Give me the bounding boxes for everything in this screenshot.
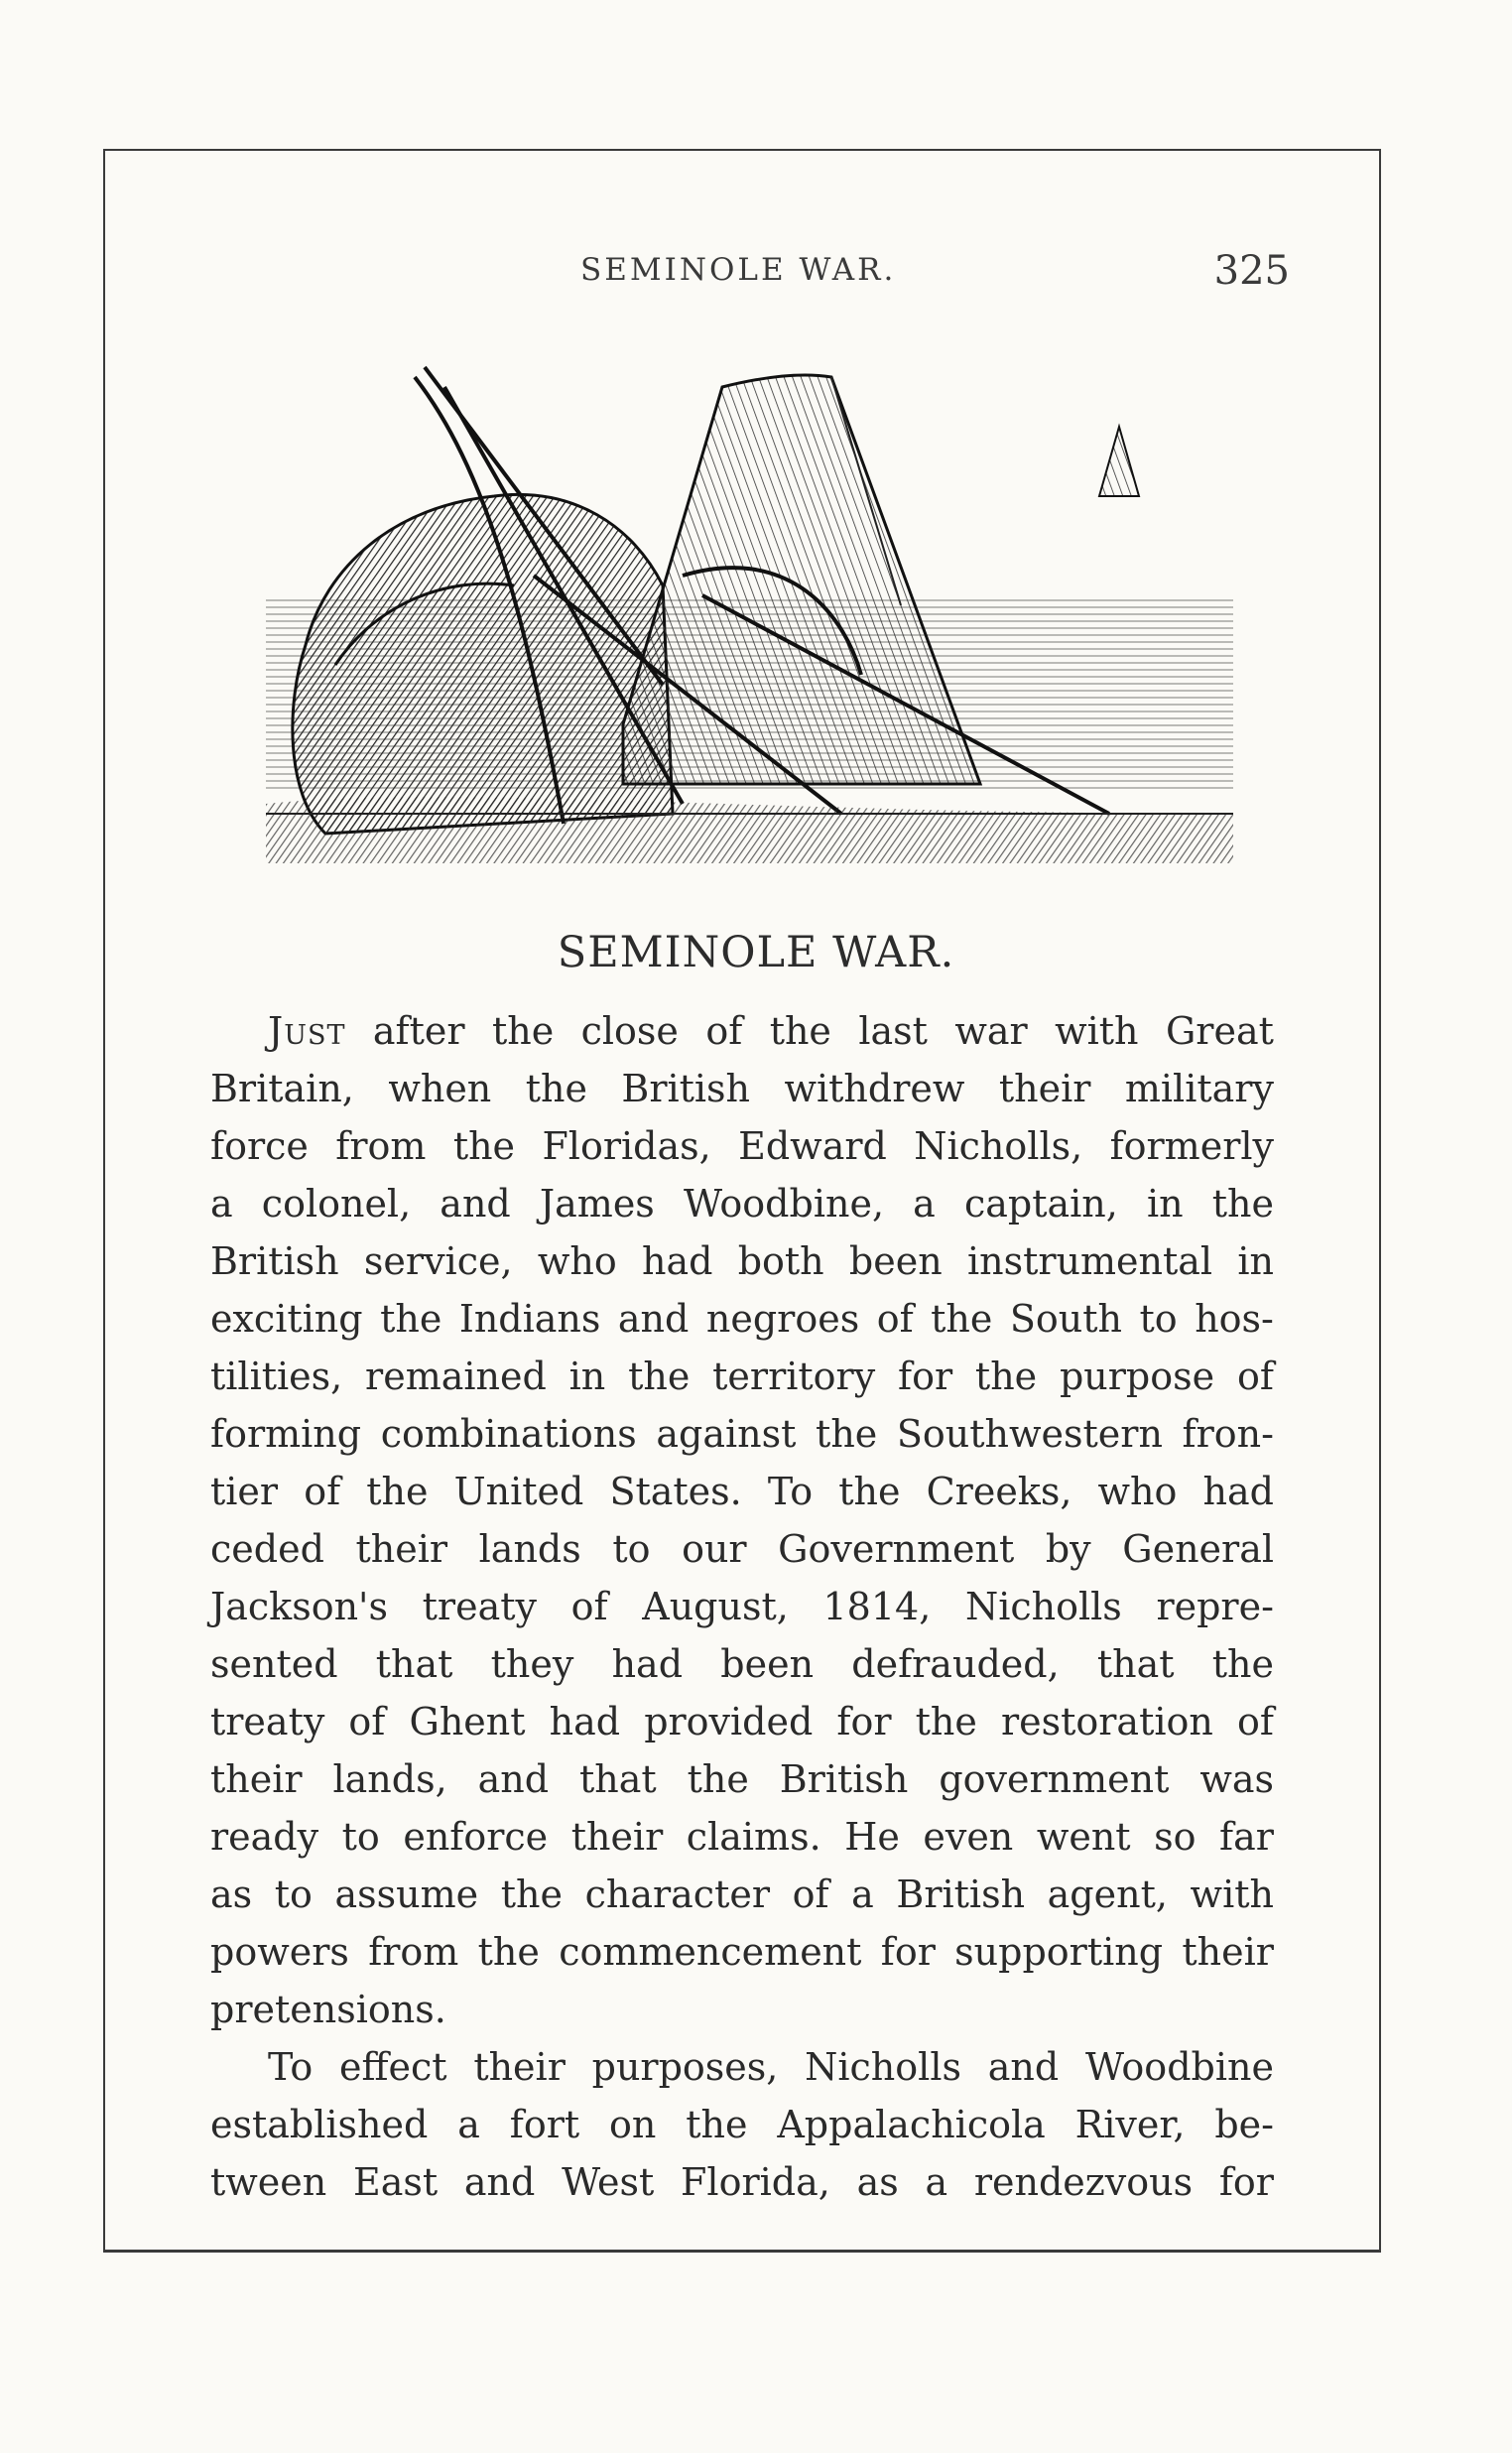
word: been: [848, 1239, 943, 1283]
word: a: [210, 1182, 233, 1226]
word: Nicholls: [805, 2045, 961, 2089]
word: 1814,: [822, 1585, 932, 1628]
text-line: [210, 1290, 1274, 1348]
word: who: [1097, 1470, 1178, 1513]
word: Nicholls: [964, 1585, 1122, 1628]
word: when: [388, 1067, 492, 1110]
text-line: [210, 2038, 1274, 2096]
word: Nicholls,: [914, 1124, 1083, 1168]
word: so: [1154, 1815, 1197, 1859]
word: character: [584, 1872, 771, 1916]
text-line: [210, 1463, 1274, 1520]
word: British: [210, 1239, 339, 1283]
text-line: [210, 1981, 1274, 2038]
word: who: [537, 1239, 617, 1283]
word: rendezvous: [973, 2160, 1194, 2204]
word: their: [473, 2045, 566, 2089]
word: enforce: [403, 1815, 549, 1859]
word: the: [628, 1355, 691, 1398]
word: that: [375, 1642, 453, 1686]
word: ready: [210, 1815, 319, 1859]
word: of: [876, 1297, 914, 1341]
word: instrumental: [966, 1239, 1213, 1283]
word: their: [210, 1757, 303, 1801]
word: a: [925, 2160, 948, 2204]
word: Britain,: [210, 1067, 354, 1110]
word: forming: [210, 1412, 362, 1456]
word: tilities,: [210, 1355, 343, 1398]
word: the: [915, 1700, 977, 1743]
word: they: [490, 1642, 574, 1686]
word: British: [779, 1757, 909, 1801]
word: the: [491, 1009, 555, 1053]
word: war: [954, 1009, 1028, 1053]
text-line: [210, 1635, 1274, 1693]
word: both: [737, 1239, 824, 1283]
word: as: [210, 1872, 253, 1916]
word: restoration: [1000, 1700, 1213, 1743]
word: pretensions.: [210, 1988, 446, 2031]
ground: [266, 797, 1233, 863]
word: Ghent: [409, 1700, 526, 1743]
rock: [293, 494, 673, 834]
word: from: [335, 1124, 427, 1168]
word: a: [457, 2103, 480, 2146]
word: close: [580, 1009, 679, 1053]
word: the: [366, 1470, 429, 1513]
text-line: [210, 1348, 1274, 1405]
word: the: [525, 1067, 587, 1110]
word: with: [1055, 1009, 1139, 1053]
word: agent,: [1047, 1872, 1168, 1916]
word: government: [939, 1757, 1170, 1801]
word: the: [380, 1297, 442, 1341]
word: Jackson's: [210, 1585, 388, 1628]
word: had: [641, 1239, 713, 1283]
word: hos-: [1195, 1297, 1274, 1341]
text-line: [210, 1923, 1274, 1981]
word: Government: [778, 1527, 1015, 1571]
word: the: [452, 1124, 516, 1168]
word: fort: [509, 2103, 580, 2146]
word: assume: [334, 1872, 479, 1916]
word: remained: [365, 1355, 547, 1398]
word: their: [1182, 1930, 1274, 1974]
word: their: [355, 1527, 448, 1571]
word: provided: [644, 1700, 814, 1743]
word: the: [1211, 1642, 1274, 1686]
word: Great: [1165, 1009, 1274, 1053]
word: ceded: [210, 1527, 324, 1571]
word: far: [1219, 1815, 1274, 1859]
word: British: [621, 1067, 751, 1110]
word: established: [210, 2103, 429, 2146]
word: of: [792, 1872, 829, 1916]
word: of: [304, 1470, 341, 1513]
word: General: [1122, 1527, 1274, 1571]
word: the: [931, 1297, 993, 1341]
word: last: [858, 1009, 928, 1053]
word: Creeks,: [926, 1470, 1072, 1513]
distant-tent: [1099, 427, 1139, 496]
word: formerly: [1109, 1124, 1274, 1168]
word: to: [612, 1527, 651, 1571]
word: in: [1146, 1182, 1184, 1226]
text-line: [210, 1002, 1274, 1060]
word: force: [210, 1124, 309, 1168]
word: the: [687, 1757, 749, 1801]
word: Floridas,: [542, 1124, 711, 1168]
word: and: [617, 1297, 690, 1341]
text-line: [210, 1693, 1274, 1750]
word: Southwestern: [896, 1412, 1163, 1456]
word: He: [844, 1815, 900, 1859]
word: to: [1139, 1297, 1178, 1341]
word: treaty: [210, 1700, 325, 1743]
word: service,: [363, 1239, 513, 1283]
lead-word: Just: [268, 1009, 346, 1053]
word: in: [1237, 1239, 1274, 1283]
word: their: [570, 1815, 664, 1859]
word: territory: [712, 1355, 876, 1398]
word: effect: [339, 2045, 447, 2089]
text-line: [210, 1866, 1274, 1923]
word: a: [913, 1182, 936, 1226]
word: lands: [478, 1527, 581, 1571]
body-text: [210, 1002, 1274, 2211]
word: negroes: [705, 1297, 860, 1341]
running-head-title: SEMINOLE WAR.: [580, 252, 897, 288]
word: was: [1199, 1757, 1274, 1801]
word: and: [440, 1182, 511, 1226]
word: and: [987, 2045, 1060, 2089]
word: to: [274, 1872, 313, 1916]
word: for: [898, 1355, 953, 1398]
word: repre-: [1156, 1585, 1274, 1628]
word: of: [570, 1585, 608, 1628]
word: sented: [210, 1642, 338, 1686]
word: had: [611, 1642, 684, 1686]
word: purpose: [1059, 1355, 1215, 1398]
word: exciting: [210, 1297, 363, 1341]
word: James: [539, 1182, 655, 1226]
word: that: [578, 1757, 657, 1801]
text-line: [210, 1520, 1274, 1578]
word: treaty: [422, 1585, 537, 1628]
word: the: [1211, 1182, 1274, 1226]
text-line: [210, 1175, 1274, 1232]
word: and: [477, 1757, 550, 1801]
page-number: 325: [1213, 248, 1290, 294]
word: even: [923, 1815, 1014, 1859]
word: River,: [1074, 2103, 1186, 2146]
word: the: [477, 1930, 540, 1974]
text-line: [210, 1232, 1274, 1290]
word: tier: [210, 1470, 279, 1513]
word: Indians: [458, 1297, 601, 1341]
word: tween: [210, 2160, 327, 2204]
word: military: [1124, 1067, 1274, 1110]
word: Florida,: [681, 2160, 830, 2204]
word: East: [352, 2160, 439, 2204]
word: claims.: [686, 1815, 821, 1859]
word: combinations: [380, 1412, 637, 1456]
text-line: [210, 1750, 1274, 1808]
word: August,: [642, 1585, 789, 1628]
chapter-title: SEMINOLE WAR.: [557, 928, 955, 977]
word: our: [682, 1527, 747, 1571]
text-line: [210, 1405, 1274, 1463]
word: had: [1202, 1470, 1274, 1513]
running-head: [198, 248, 1300, 298]
word: had: [549, 1700, 621, 1743]
word: supporting: [954, 1930, 1164, 1974]
word: purposes,: [591, 2045, 779, 2089]
text-line: [210, 1578, 1274, 1635]
word: lands,: [332, 1757, 447, 1801]
text-line: [210, 2096, 1274, 2153]
word: powers: [210, 1930, 349, 1974]
word: to: [341, 1815, 380, 1859]
word: fron-: [1182, 1412, 1274, 1456]
word: with: [1190, 1872, 1274, 1916]
engraving-illustration: [266, 347, 1233, 863]
word: been: [720, 1642, 815, 1686]
word: on: [609, 2103, 657, 2146]
word: British: [896, 1872, 1026, 1916]
word: of: [1236, 1355, 1274, 1398]
word: Edward: [738, 1124, 887, 1168]
word: as: [856, 2160, 899, 2204]
word: colonel,: [261, 1182, 412, 1226]
word: of: [348, 1700, 386, 1743]
word: To: [268, 2045, 314, 2089]
word: Woodbine,: [683, 1182, 885, 1226]
word: from: [368, 1930, 459, 1974]
word: in: [568, 1355, 606, 1398]
word: the: [838, 1470, 901, 1513]
word: the: [500, 1872, 563, 1916]
word: the: [769, 1009, 831, 1053]
text-line: [210, 2153, 1274, 2211]
word: Woodbine: [1084, 2045, 1274, 2089]
word: by: [1045, 1527, 1091, 1571]
word: be-: [1214, 2103, 1274, 2146]
word: United: [453, 1470, 584, 1513]
word: went: [1036, 1815, 1131, 1859]
word: South: [1009, 1297, 1123, 1341]
word: of: [1236, 1700, 1274, 1743]
word: the: [974, 1355, 1038, 1398]
tent: [623, 375, 980, 784]
word: defrauded,: [851, 1642, 1060, 1686]
word: a: [851, 1872, 874, 1916]
word: for: [1218, 2160, 1274, 2204]
word: that: [1096, 1642, 1175, 1686]
word: captain,: [963, 1182, 1118, 1226]
word: the: [686, 2103, 748, 2146]
word: for: [880, 1930, 936, 1974]
text-line: [210, 1808, 1274, 1866]
word: withdrew: [784, 1067, 965, 1110]
text-line: [210, 1060, 1274, 1117]
word: for: [836, 1700, 892, 1743]
word: States.: [609, 1470, 742, 1513]
text-line: [210, 1117, 1274, 1175]
word: and: [463, 2160, 536, 2204]
word: against: [656, 1412, 797, 1456]
word: their: [998, 1067, 1091, 1110]
word: after: [372, 1009, 465, 1053]
word: the: [816, 1412, 878, 1456]
word: West: [562, 2160, 655, 2204]
word: To: [767, 1470, 814, 1513]
word: of: [705, 1009, 743, 1053]
word: commencement: [559, 1930, 862, 1974]
word: Appalachicola: [777, 2103, 1046, 2146]
